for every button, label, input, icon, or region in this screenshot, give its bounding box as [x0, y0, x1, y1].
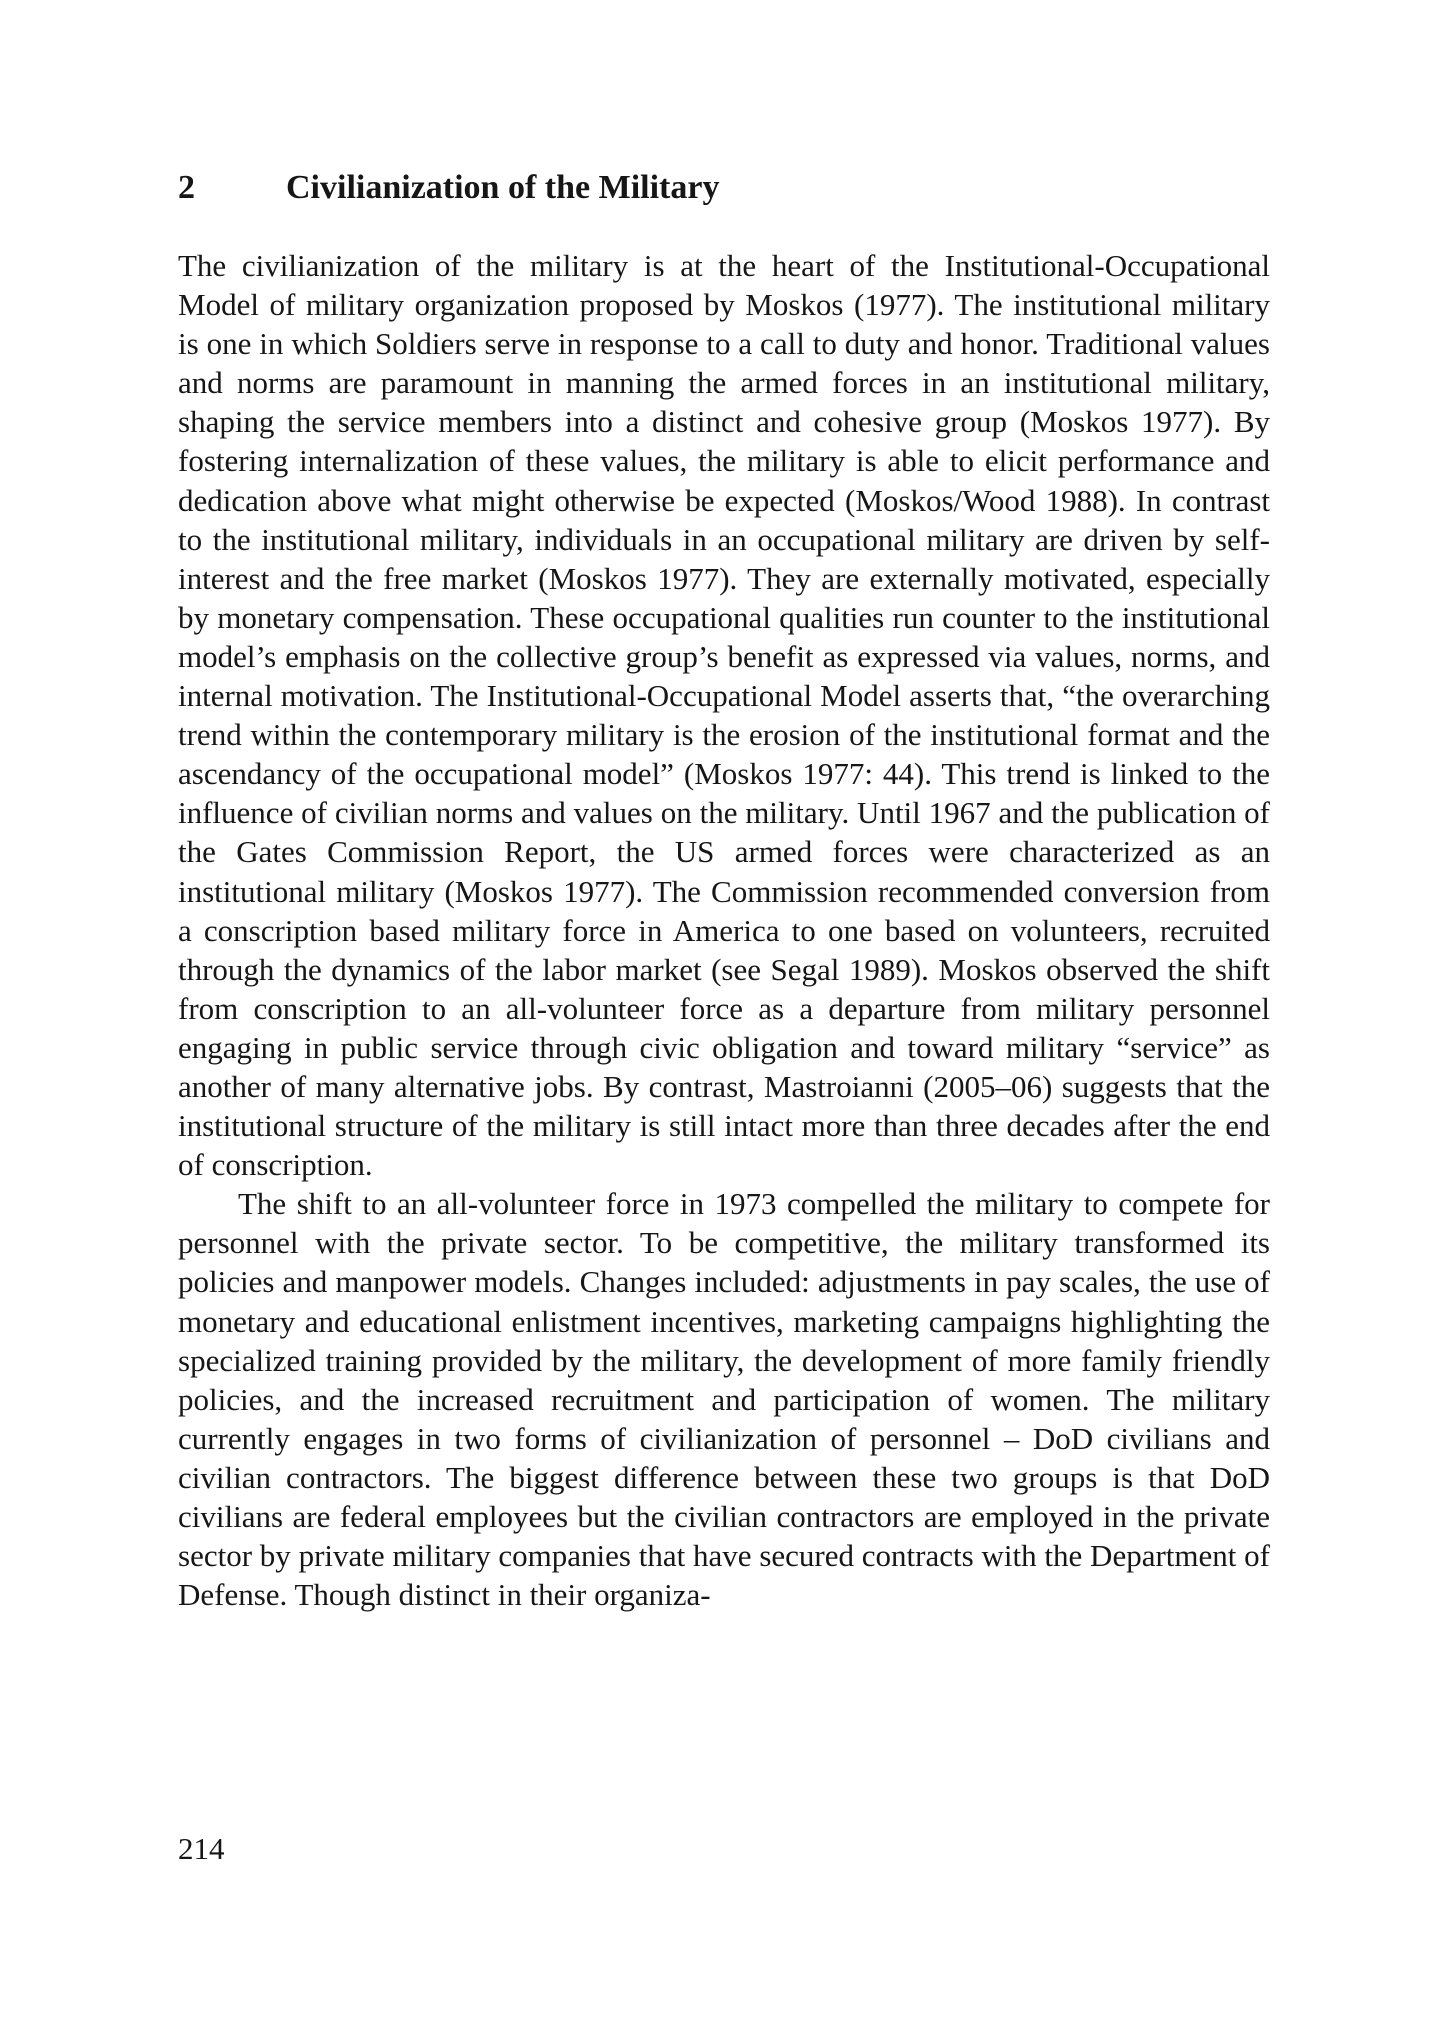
body-text: [178, 246, 1270, 1614]
section-title: Civilianization of the Military: [286, 169, 720, 206]
book-page: [178, 0, 1270, 2041]
paragraph: The shift to an all-volunteer force in 1973 compelled the military to compete for personnel with the private sector. To be competitive, the military transformed its policies and manpower models. Changes included: adjustments in pay scales, the use of monetary and educational enlistment incentives, marketing campaigns highlighting the specialized training provided by the military, the development of more family friendly policies, and the increased recruitment and participation of women. The military currently engages in two forms of civilianization of personnel – DoD civilians and civilian contractors. The biggest difference between these two groups is that DoD civilians are federal employees but the civilian contractors are employed in the private sector by private military companies that have secured contracts with the Department of Defense. Though distinct in their organiza-: [178, 1186, 1270, 1613]
section-number: 2: [178, 169, 195, 206]
section-heading: [178, 166, 719, 210]
paragraph: The civilianization of the military is at the heart of the Institutional-Occupational Model of military organization proposed by Moskos (1977). The institutional military is one in which Soldiers serve in response to a call to duty and honor. Traditional values and norms are paramount in manning the armed forces in an institutional military, shaping the service members into a distinct and cohesive group (Moskos 1977). By fostering internalization of these values, the military is able to elicit performance and dedication above what might otherwise be expected (Moskos/Wood 1988). In contrast to the institutional military, individuals in an occupational military are driven by self-interest and the free market (Moskos 1977). They are externally motivated, especially by monetary compensation. These occupational qualities run counter to the institutional model’s emphasis on the collective group’s benefit as expressed via values, norms, and internal motivation. The Institutional-Occupational Model asserts that, “the overarching trend within the contemporary military is the erosion of the institutional format and the ascendancy of the occupational model” (Moskos 1977: 44). This trend is linked to the influence of civilian norms and values on the military. Until 1967 and the publication of the Gates Commission Report, the US armed forces were characterized as an institutional military (Moskos 1977). The Commission recommended conversion from a conscription based military force in America to one based on volunteers, recruited through the dynamics of the labor market (see Segal 1989). Moskos observed the shift from conscription to an all-volunteer force as a departure from military personnel engaging in public service through civic obligation and toward military “service” as another of many alternative jobs. By contrast, Mastroianni (2005–06) suggests that the institutional structure of the military is still intact more than three decades after the end of conscription.: [178, 248, 1270, 1183]
page-number: 214: [178, 1831, 225, 1866]
